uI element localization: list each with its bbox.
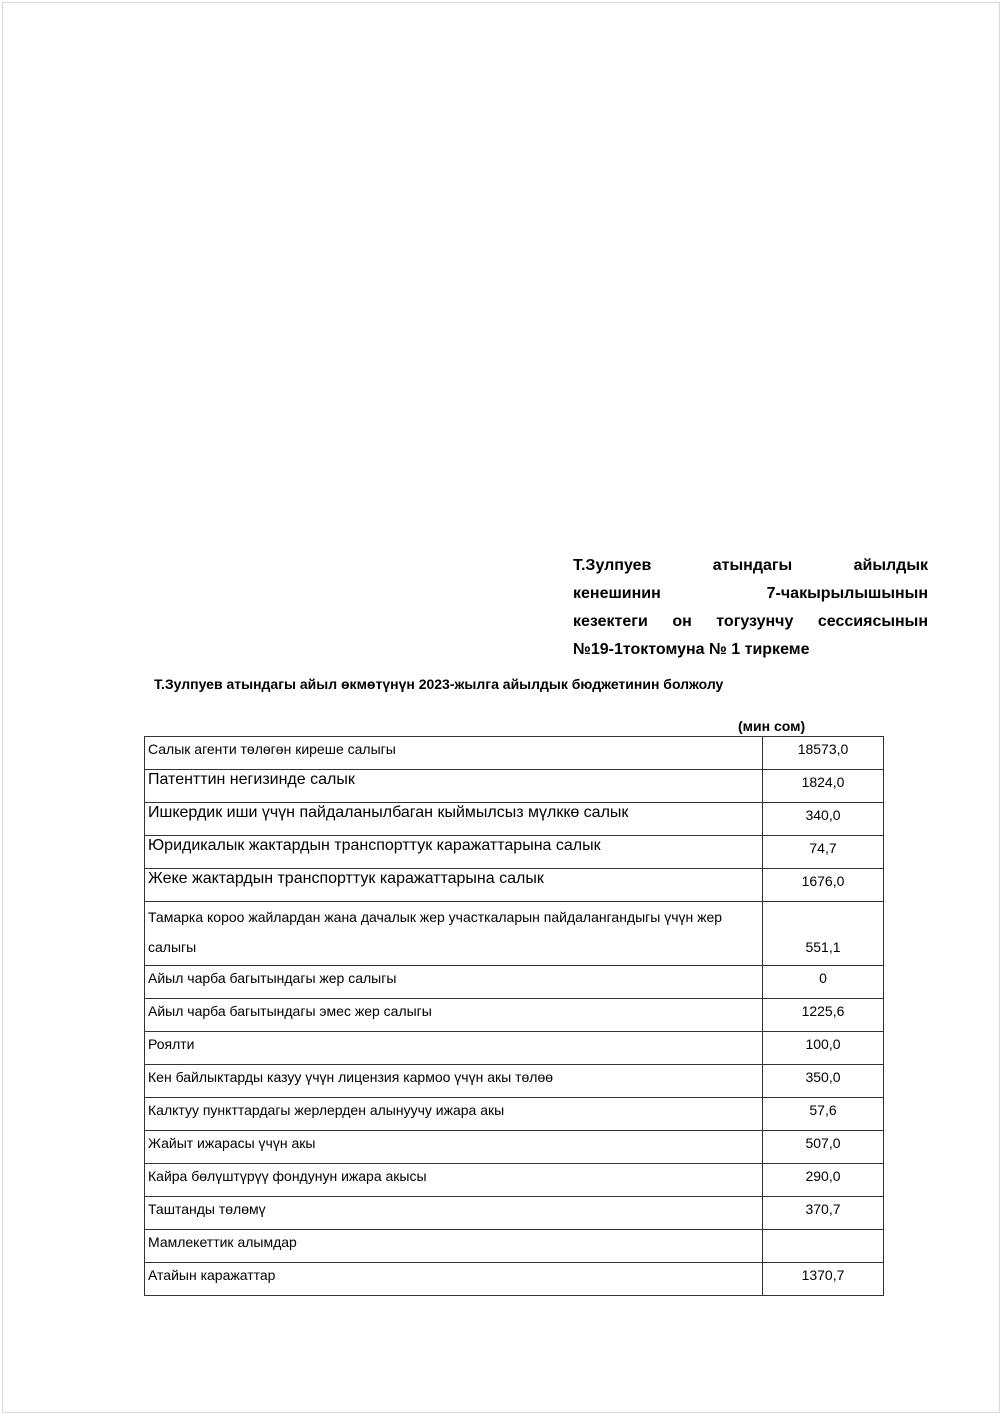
row-label-cell [145, 1230, 763, 1263]
appendix-line: кезектеги он тогузунчу сессиясынын [573, 613, 928, 630]
row-value-cell [763, 803, 884, 836]
table-row [145, 1263, 884, 1296]
row-value-cell [763, 1197, 884, 1230]
row-label: Кайра бөлүштүрүү фондунун ижара акысы [148, 1168, 427, 1184]
row-label: Мамлекеттик алымдар [148, 1234, 297, 1250]
table-row [145, 1230, 884, 1263]
row-label-cell [145, 1197, 763, 1230]
row-value: 1370,7 [801, 1267, 845, 1283]
appendix-note [573, 552, 928, 664]
row-label-cell [145, 1098, 763, 1131]
table-row [145, 1098, 884, 1131]
appendix-line: №19-1токтомуна № 1 тиркеме [573, 641, 810, 658]
row-label: Салык агенти төлөгөн киреше салыгы [148, 741, 396, 757]
row-label: Калктуу пункттардагы жерлерден алынуучу ижара акы [148, 1102, 505, 1118]
row-label-cell [145, 902, 763, 966]
row-value: 350,0 [805, 1069, 841, 1085]
row-value-cell [763, 966, 884, 999]
row-label-cell [145, 1032, 763, 1065]
row-value-cell [763, 1032, 884, 1065]
row-label-cell [145, 999, 763, 1032]
row-label-cell [145, 1065, 763, 1098]
row-label: Юридикалык жактардын транспорттук каражаттарына салык [148, 837, 601, 854]
row-label-cell [145, 1263, 763, 1296]
row-label: Айыл чарба багытындагы жер салыгы [148, 970, 397, 986]
row-value: 551,1 [805, 939, 841, 955]
row-value: 507,0 [805, 1135, 841, 1151]
table-row [145, 902, 884, 966]
row-label: Таштанды төлөмү [148, 1201, 266, 1217]
row-value-cell [763, 737, 884, 770]
row-value-cell [763, 1164, 884, 1197]
row-value: 57,6 [809, 1102, 837, 1118]
row-label: Жайыт ижарасы үчүн акы [148, 1135, 316, 1151]
table-row [145, 1131, 884, 1164]
row-value: 74,7 [809, 840, 837, 856]
table-row [145, 836, 884, 869]
row-value-cell [763, 902, 884, 966]
row-value: 100,0 [805, 1036, 841, 1052]
table-row [145, 1032, 884, 1065]
table-row [145, 737, 884, 770]
table-row [145, 803, 884, 836]
table-row [145, 869, 884, 902]
row-value [766, 1230, 880, 1234]
row-label-cell [145, 1164, 763, 1197]
table-row [145, 999, 884, 1032]
row-value: 340,0 [805, 807, 841, 823]
row-label: Ишкердик иши үчүн пайдаланылбаган кыймылсыз мүлккө салык [148, 804, 629, 821]
table-row [145, 966, 884, 999]
row-value: 370,7 [805, 1201, 841, 1217]
row-label-cell [145, 770, 763, 803]
row-value: 18573,0 [797, 741, 849, 757]
row-value: 1824,0 [801, 774, 845, 790]
appendix-line: Т.Зулпуев атындагы айылдык [573, 557, 928, 574]
row-label-cell [145, 966, 763, 999]
row-value: 0 [819, 970, 827, 986]
row-value: 1225,6 [801, 1003, 845, 1019]
table-row [145, 1065, 884, 1098]
row-value-cell [763, 1065, 884, 1098]
row-label-cell [145, 803, 763, 836]
row-value-cell [763, 770, 884, 803]
row-label: Кен байлыктарды казуу үчүн лицензия кармоо үчүн акы төлөө [148, 1069, 554, 1085]
row-label: Айыл чарба багытындагы эмес жер салыгы [148, 1003, 432, 1019]
row-label: Роялти [148, 1036, 195, 1052]
budget-table [144, 736, 884, 1296]
row-value-cell [763, 869, 884, 902]
table-row [145, 1197, 884, 1230]
document-title: Т.Зулпуев атындагы айыл өкмөтүнүн 2023-жылга айылдык бюджетинин болжолу [154, 676, 724, 692]
row-label: Патенттин негизинде салык [148, 771, 355, 788]
row-value-cell [763, 1263, 884, 1296]
table-row [145, 1164, 884, 1197]
row-value-cell [763, 1098, 884, 1131]
row-label-cell [145, 869, 763, 902]
row-value-cell [763, 1230, 884, 1263]
unit-label: (мин сом) [738, 718, 806, 734]
row-value: 290,0 [805, 1168, 841, 1184]
row-label: Атайын каражаттар [148, 1267, 276, 1283]
row-value-cell [763, 1131, 884, 1164]
row-label: Тамарка короо жайлардан жана дачалык жер участкаларын пайдалангандыгы үчүн жер салыгы [148, 909, 723, 955]
row-label-cell [145, 1131, 763, 1164]
table-row [145, 770, 884, 803]
row-label-cell [145, 737, 763, 770]
row-value: 1676,0 [801, 873, 845, 889]
row-label-cell [145, 836, 763, 869]
row-label: Жеке жактардын транспорттук каражаттарына салык [148, 870, 544, 887]
appendix-line: кенешинин 7-чакырылышынын [573, 585, 928, 602]
row-value-cell [763, 999, 884, 1032]
row-value-cell [763, 836, 884, 869]
